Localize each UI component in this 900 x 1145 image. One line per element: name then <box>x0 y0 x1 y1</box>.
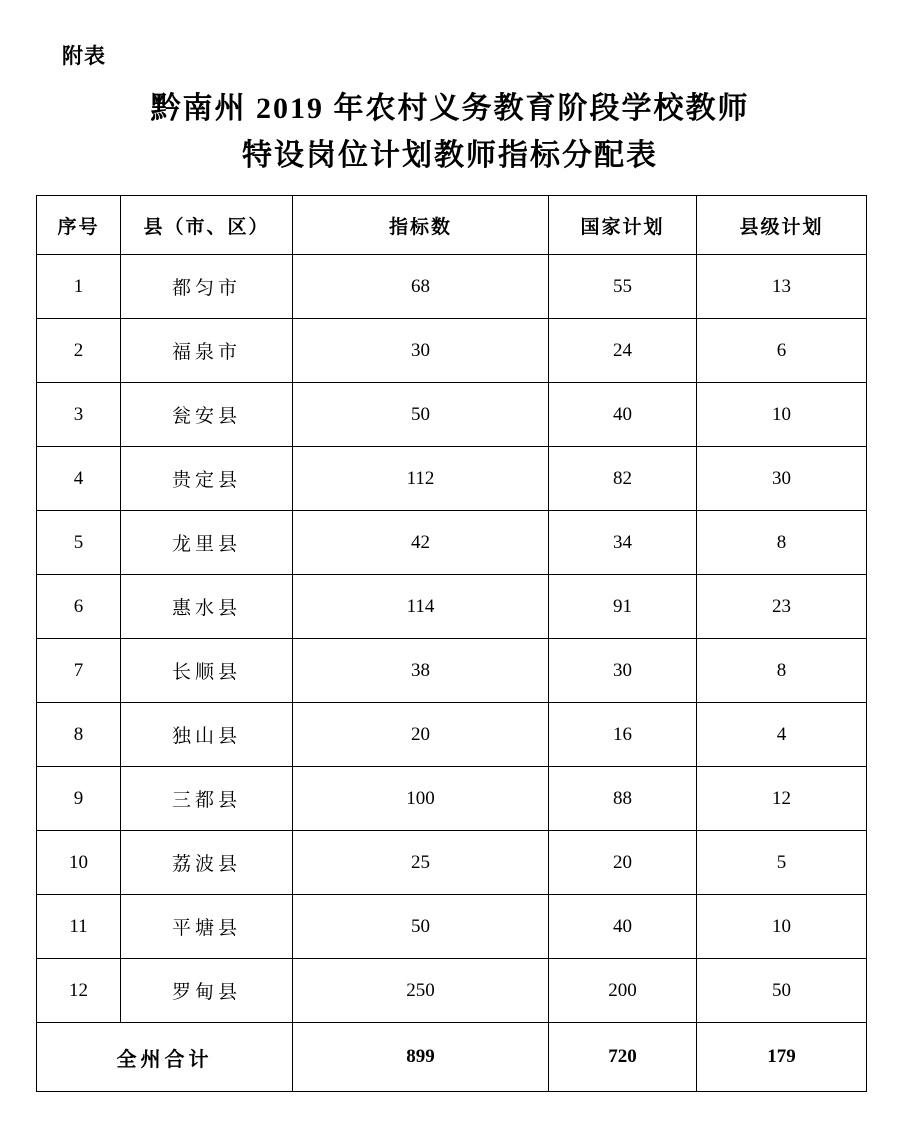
cell-index: 9 <box>37 767 121 831</box>
cell-county: 长顺县 <box>121 639 293 703</box>
cell-county: 罗甸县 <box>121 959 293 1023</box>
cell-national: 88 <box>549 767 697 831</box>
cell-index: 6 <box>37 575 121 639</box>
column-header-county-level <box>697 196 867 255</box>
cell-total: 112 <box>293 447 549 511</box>
cell-national: 24 <box>549 319 697 383</box>
cell-county: 都匀市 <box>121 255 293 319</box>
table-row <box>37 895 867 959</box>
cell-national: 40 <box>549 895 697 959</box>
table-row <box>37 703 867 767</box>
cell-index: 10 <box>37 831 121 895</box>
cell-index: 12 <box>37 959 121 1023</box>
table-row <box>37 959 867 1023</box>
cell-total: 30 <box>293 319 549 383</box>
cell-county: 龙里县 <box>121 511 293 575</box>
cell-county-level: 6 <box>697 319 867 383</box>
cell-index: 7 <box>37 639 121 703</box>
column-header-national <box>549 196 697 255</box>
cell-county-level: 30 <box>697 447 867 511</box>
total-county-level: 179 <box>697 1023 867 1092</box>
table-header-row <box>37 196 867 255</box>
cell-national: 55 <box>549 255 697 319</box>
allocation-table <box>36 195 867 1092</box>
cell-county: 平塘县 <box>121 895 293 959</box>
total-national: 720 <box>549 1023 697 1092</box>
cell-county-level: 50 <box>697 959 867 1023</box>
cell-total: 50 <box>293 383 549 447</box>
cell-national: 30 <box>549 639 697 703</box>
cell-total: 42 <box>293 511 549 575</box>
cell-county: 贵定县 <box>121 447 293 511</box>
total-total: 899 <box>293 1023 549 1092</box>
cell-county-level: 10 <box>697 383 867 447</box>
table-total-row <box>37 1023 867 1092</box>
cell-national: 20 <box>549 831 697 895</box>
cell-total: 68 <box>293 255 549 319</box>
title-line-2: 特设岗位计划教师指标分配表 <box>242 138 658 172</box>
cell-total: 100 <box>293 767 549 831</box>
cell-national: 16 <box>549 703 697 767</box>
cell-county-level: 23 <box>697 575 867 639</box>
cell-index: 4 <box>37 447 121 511</box>
column-header-county-level-label: 县级计划 <box>739 216 824 238</box>
column-header-index-label: 序号 <box>57 216 100 238</box>
cell-national: 34 <box>549 511 697 575</box>
cell-county: 惠水县 <box>121 575 293 639</box>
cell-county-level: 8 <box>697 639 867 703</box>
total-label: 全州合计 <box>37 1023 293 1092</box>
table-row <box>37 831 867 895</box>
cell-county-level: 10 <box>697 895 867 959</box>
table-header <box>37 196 867 255</box>
cell-national: 40 <box>549 383 697 447</box>
cell-total: 20 <box>293 703 549 767</box>
cell-index: 5 <box>37 511 121 575</box>
cell-total: 114 <box>293 575 549 639</box>
cell-total: 50 <box>293 895 549 959</box>
cell-county-level: 12 <box>697 767 867 831</box>
cell-county-level: 4 <box>697 703 867 767</box>
cell-county: 荔波县 <box>121 831 293 895</box>
cell-county: 瓮安县 <box>121 383 293 447</box>
cell-county: 独山县 <box>121 703 293 767</box>
cell-total: 38 <box>293 639 549 703</box>
cell-county-level: 8 <box>697 511 867 575</box>
column-header-county <box>121 196 293 255</box>
cell-county: 三都县 <box>121 767 293 831</box>
cell-national: 91 <box>549 575 697 639</box>
cell-national: 200 <box>549 959 697 1023</box>
cell-total: 25 <box>293 831 549 895</box>
cell-index: 8 <box>37 703 121 767</box>
cell-index: 2 <box>37 319 121 383</box>
table-row <box>37 575 867 639</box>
table-row <box>37 511 867 575</box>
column-header-index <box>37 196 121 255</box>
table-row <box>37 639 867 703</box>
cell-national: 82 <box>549 447 697 511</box>
page-title <box>70 86 830 179</box>
title-line-1: 黔南州 2019 年农村义务教育阶段学校教师 <box>150 92 750 125</box>
cell-total: 250 <box>293 959 549 1023</box>
table-row <box>37 447 867 511</box>
table-row <box>37 383 867 447</box>
cell-county: 福泉市 <box>121 319 293 383</box>
cell-county-level: 13 <box>697 255 867 319</box>
cell-index: 1 <box>37 255 121 319</box>
table-body <box>37 255 867 1092</box>
table-row <box>37 255 867 319</box>
column-header-total <box>293 196 549 255</box>
cell-index: 11 <box>37 895 121 959</box>
table-row <box>37 767 867 831</box>
column-header-total-label: 指标数 <box>388 216 452 238</box>
column-header-national-label: 国家计划 <box>580 216 665 238</box>
table-row <box>37 319 867 383</box>
column-header-county-label: 县（市、区） <box>143 216 270 238</box>
cell-index: 3 <box>37 383 121 447</box>
attachment-label: 附表 <box>62 44 106 68</box>
cell-county-level: 5 <box>697 831 867 895</box>
